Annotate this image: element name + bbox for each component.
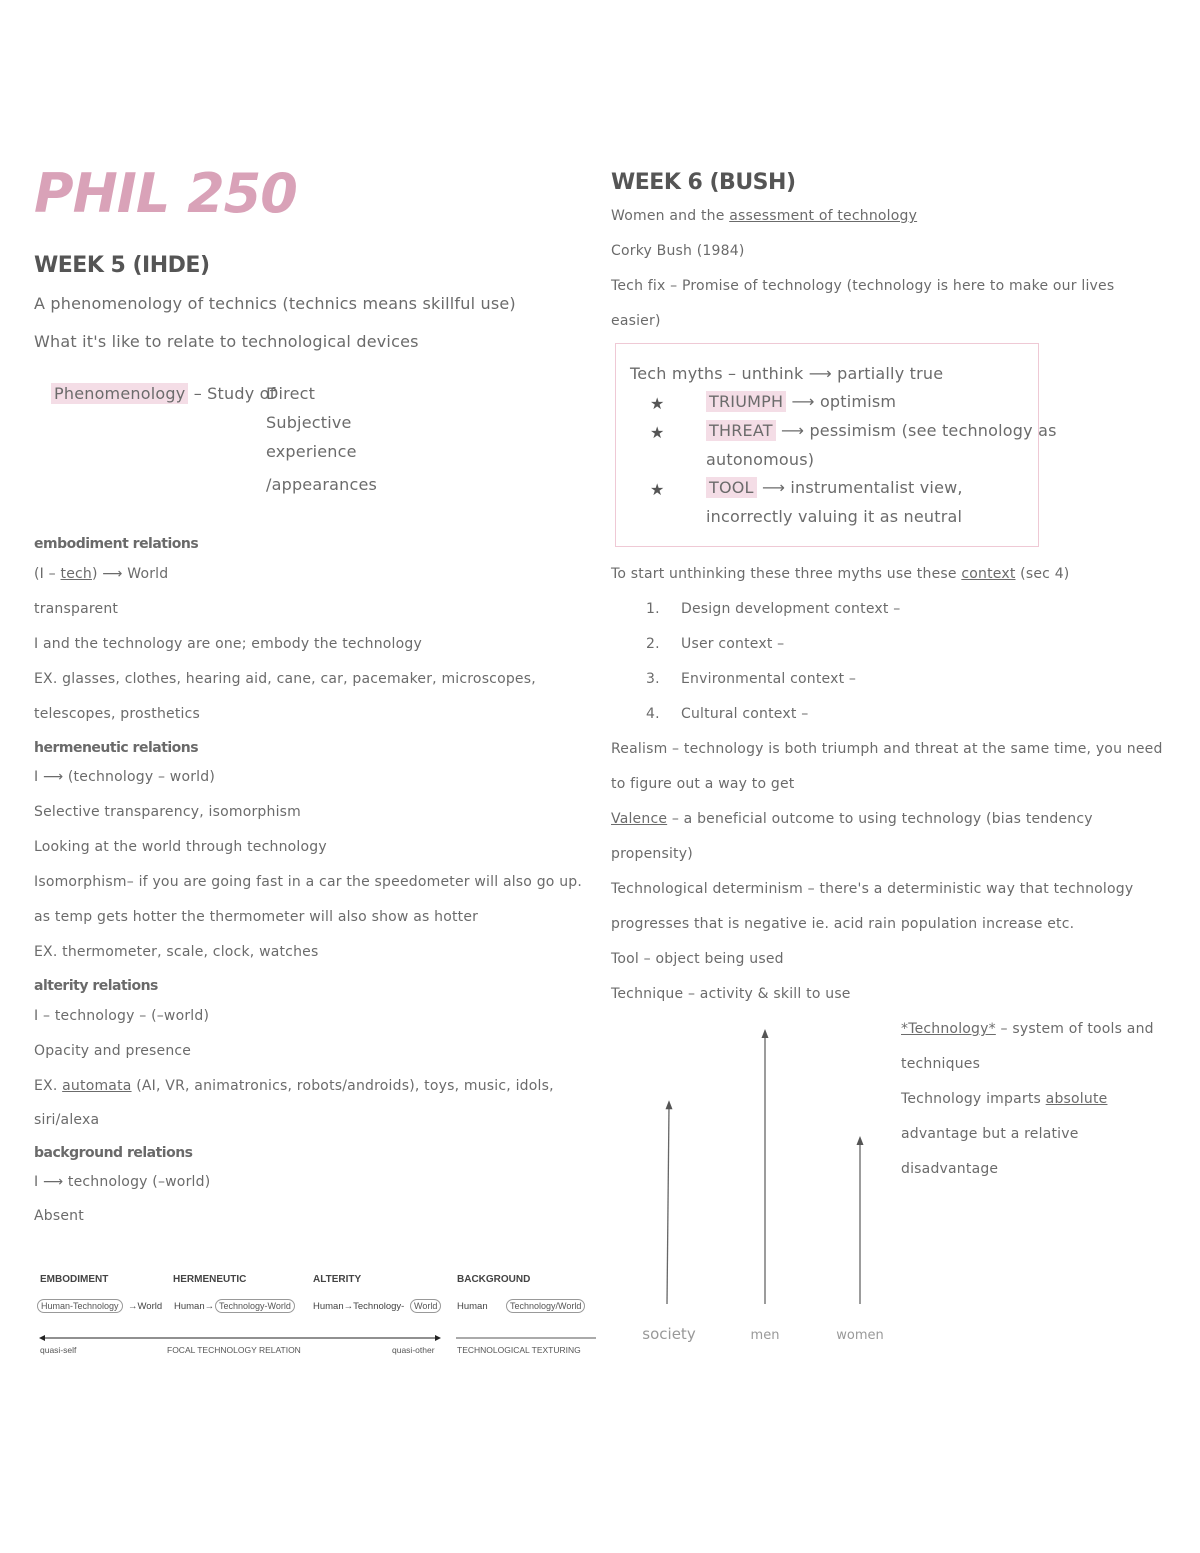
week5-heading: WEEK 5 (IHDE) <box>34 253 210 278</box>
context-item-3: Environmental context – <box>681 671 857 687</box>
context-item-4: Cultural context – <box>681 706 809 722</box>
myth-tool-term: TOOL <box>706 477 757 498</box>
myth-triumph-term: TRIUMPH <box>706 391 786 412</box>
myth-threat-cont: autonomous) <box>706 450 815 469</box>
unthinking-line <box>611 566 1069 582</box>
week6-line3: Tech fix – Promise of technology (technology is here to make our lives <box>611 278 1115 294</box>
diagram-alt-box: World <box>410 1299 441 1313</box>
embodiment-line2: transparent <box>34 601 119 617</box>
embodiment-line4: EX. glasses, clothes, hearing aid, cane, car, pacemaker, microscopes, <box>34 671 536 687</box>
arrow-head-women <box>857 1136 864 1145</box>
valence-line1 <box>611 811 1093 827</box>
context-item-2: User context – <box>681 636 785 652</box>
myth-tool-rest: ⟶ instrumentalist view, <box>761 478 963 497</box>
phenomenology-term: Phenomenology <box>51 383 188 404</box>
alterity-line3 <box>34 1078 554 1094</box>
context-number: 3. <box>646 671 660 687</box>
hermeneutic-line2: Selective transparency, isomorphism <box>34 804 301 820</box>
emb-1c: ) ⟶ World <box>91 566 169 582</box>
diagram-bg-human: Human <box>457 1301 488 1312</box>
phen-experience: experience <box>266 442 357 461</box>
myth-threat-rest: ⟶ pessimism (see technology as <box>781 421 1057 440</box>
myth-tool <box>706 478 963 497</box>
determinism-line1: Technological determinism – there's a deterministic way that technology <box>611 881 1134 897</box>
arrow-label-society: society <box>642 1325 696 1343</box>
diagram-emb-box: Human-Technology <box>37 1299 123 1313</box>
hermeneutic-line4: Isomorphism– if you are going fast in a car the speedometer will also go up. <box>34 874 583 890</box>
alterity-line2: Opacity and presence <box>34 1043 192 1059</box>
hermeneutic-heading: hermeneutic relations <box>34 740 199 756</box>
week6-line1 <box>611 208 917 224</box>
star-icon: ★ <box>650 394 665 413</box>
diagram-herm-human: Human→ <box>174 1301 215 1312</box>
arrow-chart <box>620 1020 900 1350</box>
myth-triumph <box>706 392 896 411</box>
diagram-texturing-label: TECHNOLOGICAL TEXTURING <box>457 1345 581 1355</box>
myth-tool-cont: incorrectly valuing it as neutral <box>706 507 963 526</box>
embodiment-line5: telescopes, prosthetics <box>34 706 200 722</box>
technology-line3 <box>901 1091 1107 1107</box>
alt-3b: automata <box>62 1078 132 1094</box>
arrow-shaft-society <box>667 1106 669 1304</box>
week5-line1: A phenomenology of technics (technics means skillful use) <box>34 294 516 313</box>
arrow-label-men: men <box>750 1328 780 1343</box>
tool-definition: Tool – object being used <box>611 951 784 967</box>
star-icon: ★ <box>650 480 665 499</box>
hermeneutic-line6: EX. thermometer, scale, clock, watches <box>34 944 319 960</box>
determinism-line2: progresses that is negative ie. acid rain population increase etc. <box>611 916 1075 932</box>
diagram-embodiment-header: EMBODIMENT <box>40 1274 109 1285</box>
technology-line1 <box>901 1021 1154 1037</box>
context-item-1: Design development context – <box>681 601 901 617</box>
diagram-bg-box: Technology/World <box>506 1299 585 1313</box>
arrow-head-men <box>762 1029 769 1038</box>
myth-triumph-rest: ⟶ optimism <box>791 392 897 411</box>
diagram-axis-lines <box>34 1330 599 1346</box>
realism-line2: to figure out a way to get <box>611 776 795 792</box>
diagram-hermeneutic-header: HERMENEUTIC <box>173 1274 247 1285</box>
week6-line4: easier) <box>611 313 661 329</box>
alt-3c: (AI, VR, animatronics, robots/androids), toys, music, idols, <box>136 1078 554 1094</box>
technology-term: *Technology* <box>901 1021 996 1037</box>
week6-heading: WEEK 6 (BUSH) <box>611 170 796 195</box>
valence-rest: – a beneficial outcome to using technology (bias tendency <box>671 811 1093 827</box>
w6-l5a: To start unthinking these three myths use these <box>611 566 957 582</box>
star-icon: ★ <box>650 423 665 442</box>
phenomenology-definition <box>51 384 275 403</box>
technology-line2: techniques <box>901 1056 981 1072</box>
diagram-focal-label: FOCAL TECHNOLOGY RELATION <box>167 1345 301 1355</box>
arrow-head-society <box>666 1100 673 1109</box>
embodiment-line3: I and the technology are one; embody the technology <box>34 636 422 652</box>
context-number: 4. <box>646 706 660 722</box>
myth-threat <box>706 421 1057 440</box>
technique-definition: Technique – activity & skill to use <box>611 986 851 1002</box>
diagram-background-header: BACKGROUND <box>457 1274 531 1285</box>
diagram-alt-human: Human→Technology- <box>313 1301 405 1312</box>
alterity-heading: alterity relations <box>34 978 158 994</box>
w6-l5b: context <box>961 566 1016 582</box>
technology-line4: advantage but a relative <box>901 1126 1079 1142</box>
diagram-quasi-self: quasi-self <box>40 1345 77 1355</box>
alterity-line4: siri/alexa <box>34 1112 100 1128</box>
technology-3b: absolute <box>1045 1091 1108 1107</box>
alt-3a: EX. <box>34 1078 58 1094</box>
context-number: 1. <box>646 601 660 617</box>
diagram-herm-box: Technology-World <box>215 1299 295 1313</box>
background-line1: I ⟶ technology (–world) <box>34 1174 211 1190</box>
w6-l1b: assessment of technology <box>729 208 918 224</box>
week6-line2: Corky Bush (1984) <box>611 243 745 259</box>
emb-1a: (I – <box>34 566 56 582</box>
technology-line5: disadvantage <box>901 1161 999 1177</box>
realism-line1: Realism – technology is both triumph and threat at the same time, you need <box>611 741 1163 757</box>
embodiment-line1 <box>34 566 168 582</box>
emb-1b: tech <box>60 566 92 582</box>
technology-3a: Technology imparts <box>901 1091 1042 1107</box>
diagram-emb-arrow: →World <box>128 1301 163 1312</box>
arrow-label-women: women <box>836 1328 884 1343</box>
phen-subjective: Subjective <box>266 413 352 432</box>
valence-line2: propensity) <box>611 846 693 862</box>
tech-myths-line: Tech myths – unthink ⟶ partially true <box>630 364 944 383</box>
hermeneutic-line5: as temp gets hotter the thermometer will also show as hotter <box>34 909 479 925</box>
w6-l5c: (sec 4) <box>1020 566 1070 582</box>
valence-term: Valence <box>611 811 668 827</box>
phen-appearances: /appearances <box>266 475 378 494</box>
myth-threat-term: THREAT <box>706 420 776 441</box>
phenomenology-rest: – Study of <box>193 384 276 403</box>
phen-direct: Direct <box>266 384 316 403</box>
context-number: 2. <box>646 636 660 652</box>
technology-rest: – system of tools and <box>1000 1021 1154 1037</box>
background-heading: background relations <box>34 1145 193 1161</box>
diagram-alterity-header: ALTERITY <box>313 1274 362 1285</box>
hermeneutic-line1: I ⟶ (technology – world) <box>34 769 216 785</box>
hermeneutic-line3: Looking at the world through technology <box>34 839 327 855</box>
page-title: PHIL 250 <box>34 162 297 225</box>
background-line2: Absent <box>34 1208 84 1224</box>
alterity-line1: I – technology – (–world) <box>34 1008 210 1024</box>
embodiment-heading: embodiment relations <box>34 536 199 552</box>
w6-l1a: Women and the <box>611 208 725 224</box>
diagram-quasi-other: quasi-other <box>392 1345 435 1355</box>
week5-line2: What it's like to relate to technological devices <box>34 332 419 351</box>
